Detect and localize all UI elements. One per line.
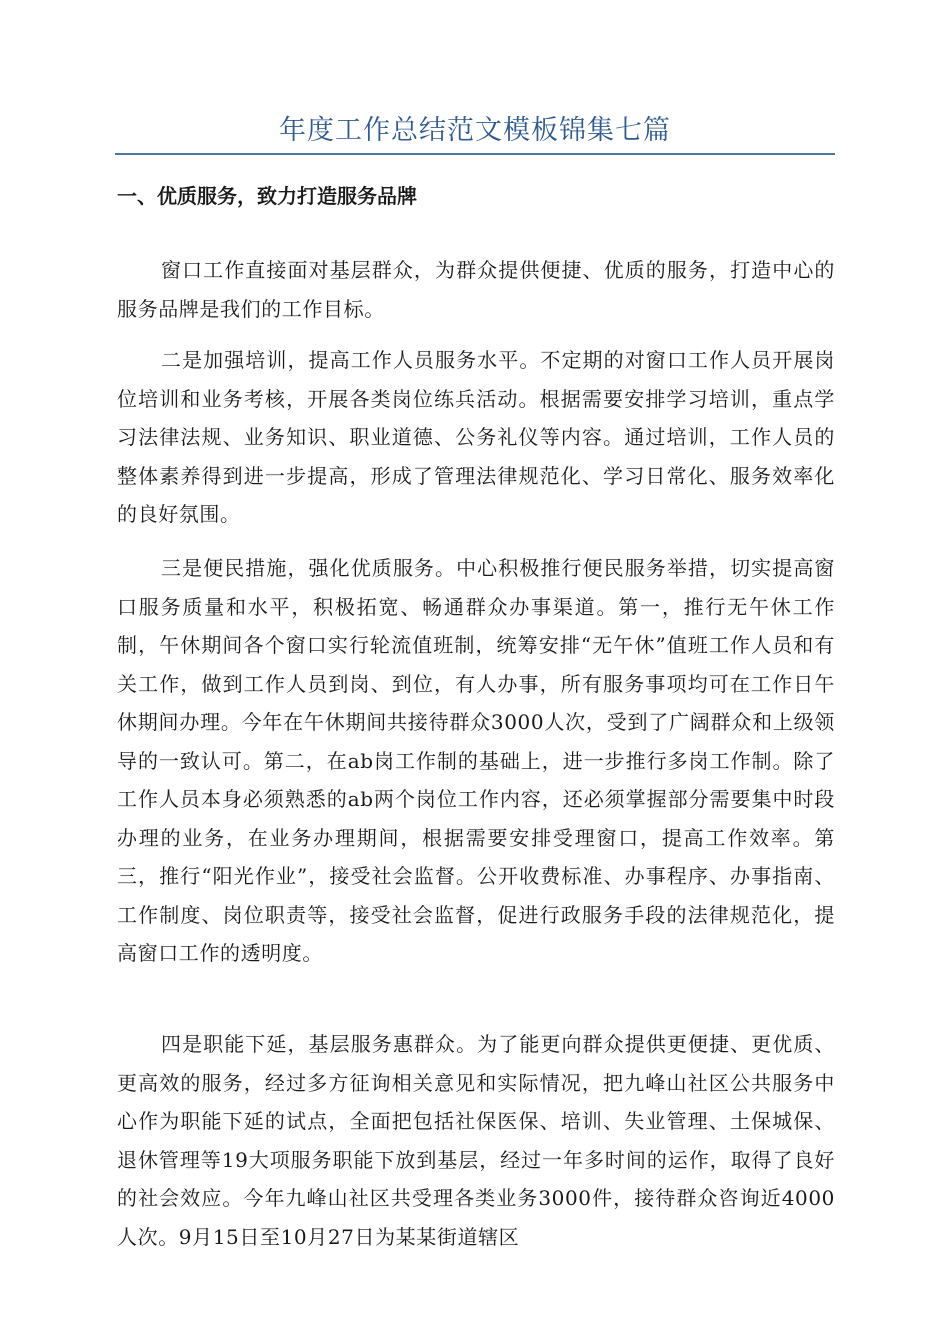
paragraph-4: 四是职能下延，基层服务惠群众。为了能更向群众提供更便捷、更优质、更高效的服务，经过多方征询相关意见和实际情况，把九峰山社区公共服务中心作为职能下延的试点，全面把包括社保医保、培训、失业管理、土保城保、退休管理等19大项服务职能下放到基层，经过一年多时间的运作，取得了良好的社会效应。今年九峰山社区共受理各类业务3000件，接待群众咨询近4000人次。9月15日至10月27日为某某街道辖区 — [117, 1032, 835, 1249]
paragraph-2: 二是加强培训，提高工作人员服务水平。不定期的对窗口工作人员开展岗位培训和业务考核，开展各类岗位练兵活动。根据需要安排学习培训，重点学习法律法规、业务知识、职业道德、公务礼仪等内容。通过培训，工作人员的整体素养得到进一步提高，形成了管理法律规范化、学习日常化、服务效率化的良好氛围。 — [117, 348, 835, 526]
title-underline — [115, 153, 835, 155]
paragraph-3: 三是便民措施，强化优质服务。中心积极推行便民服务举措，切实提高窗口服务质量和水平，积极拓宽、畅通群众办事渠道。第一，推行无午休工作制，午休期间各个窗口实行轮流值班制，统筹安排“无午休”值班工作人员和有关工作，做到工作人员到岗、到位，有人办事，所有服务事项均可在工作日午休期间办理。今年在午休期间共接待群众3000人次，受到了广阔群众和上级领导的一致认可。第二，在ab岗工作制的基础上，进一步推行多岗工作制。除了工作人员本身必须熟悉的ab两个岗位工作内容，还必须掌握部分需要集中时段办理的业务，在业务办理期间，根据需要安排受理窗口，提高工作效率。第三，推行“阳光作业”，接受社会监督。公开收费标准、办事程序、办事指南、工作制度、岗位职责等，接受社会监督，促进行政服务手段的法律规范化，提高窗口工作的透明度。 — [117, 556, 835, 965]
document-title: 年度工作总结范文模板锦集七篇 — [279, 115, 671, 146]
paragraph-1: 窗口工作直接面对基层群众，为群众提供便捷、优质的服务，打造中心的服务品牌是我们的工作目标。 — [117, 258, 835, 321]
section-heading: 一、优质服务，致力打造服务品牌 — [117, 184, 417, 208]
